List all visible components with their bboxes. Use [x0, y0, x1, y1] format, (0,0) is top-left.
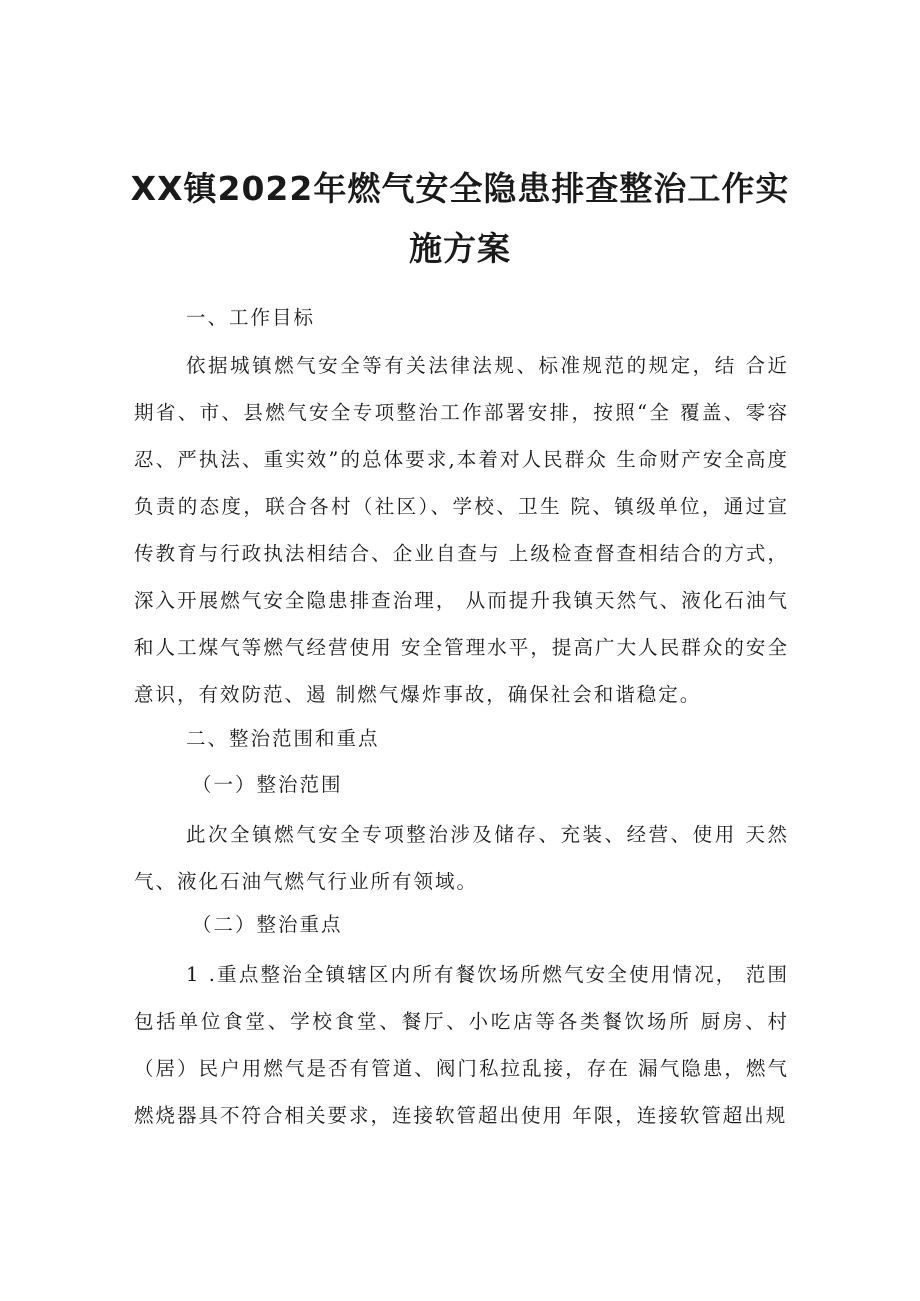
document-title-line-1: XX镇2022年燃气安全隐患排查整治工作实	[130, 169, 790, 208]
subsection-1-paragraph: 此次全镇燃气安全专项整治涉及储存、充装、经营、使用 天然气、液化石油气燃气行业所有领域。	[134, 823, 789, 893]
document-title-line-2: 施方案	[409, 229, 511, 268]
section-1-heading: 一、工作目标	[186, 306, 316, 329]
subsection-1-heading: （一）整治范围	[192, 773, 343, 796]
subsection-2-heading: （二）整治重点	[192, 913, 343, 936]
section-1-paragraph: 依据城镇燃气安全等有关法律法规、标准规范的规定，结 合近期省、市、县燃气安全专项整治工作部署安排，按照“全 覆盖、零容忍、严执法、重实效”的总体要求,本着对人民群众 生命财产安全高度负责的态度，联合各村（社区）、学校、卫生 院、镇级单位，通过宣传教育与行政执法相结合、企业自查与 上级检查督查相结合的方式，深入开展燃气安全隐患排查治理， 从而提升我镇天然气、液化石油气和人工煤气等燃气经营使用 安全管理水平，提高广大人民群众的安全意识，有效防范、遏 制燃气爆炸事故，确保社会和谐稳定。	[134, 354, 789, 706]
subsection-2-paragraph: 1 .重点整治全镇辖区内所有餐饮场所燃气安全使用情况， 范围包括单位食堂、学校食堂、餐厅、小吃店等各类餐饮场所 厨房、村（居）民户用燃气是否有管道、阀门私拉乱接，存在 漏气隐患，燃气燃烧器具不符合相关要求，连接软管超出使用 年限，连接软管超出规	[134, 963, 789, 1127]
section-2-heading: 二、整治范围和重点	[186, 727, 380, 750]
